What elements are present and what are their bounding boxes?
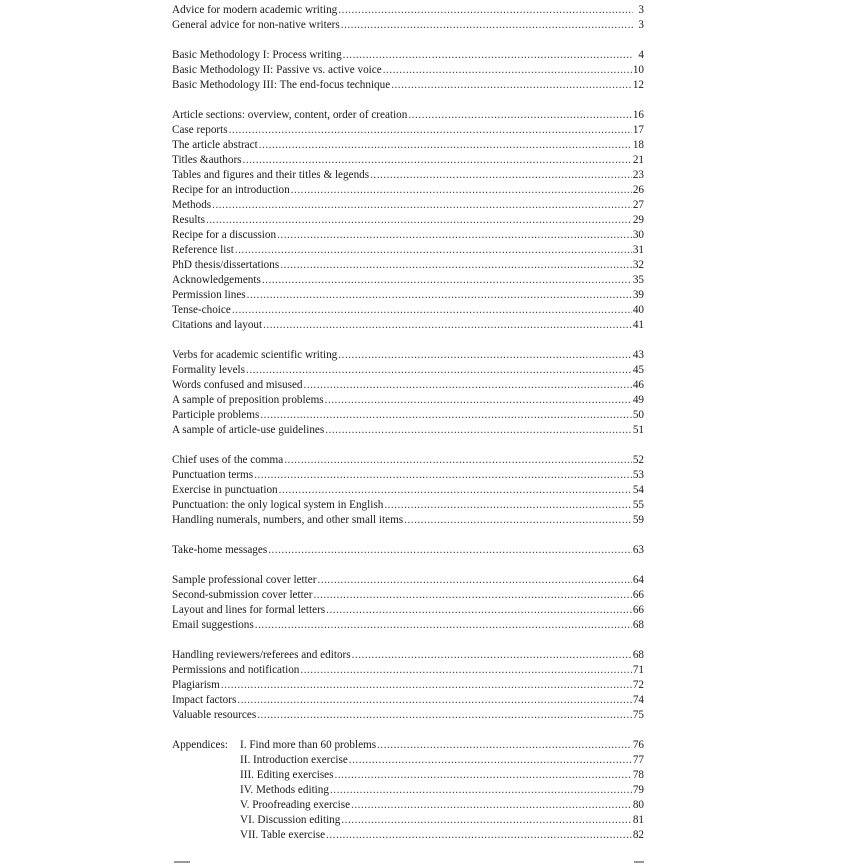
toc-entry-page: 39 [632,289,644,301]
toc-entry-page: 23 [632,169,644,181]
toc-entry-title: Recipe for a discussion [172,229,277,241]
dot-leader [255,618,632,633]
toc-entry-page: 4 [638,49,644,61]
dot-leader [246,363,632,378]
toc-entry-page: 21 [632,154,644,166]
toc-entry-title: Basic Methodology II: Passive vs. active voice [172,64,382,76]
toc-entry[interactable] [172,168,644,183]
toc-entry-page: 3 [638,19,644,31]
toc-entry-page: 32 [632,259,644,271]
toc-entry-title: Exercise in punctuation [172,484,278,496]
toc-section-group [172,453,644,528]
dot-leader [341,813,631,828]
toc-entry-page: 51 [632,424,644,436]
toc-entry-page: 3 [638,4,644,16]
toc-entry-page: 27 [632,199,644,211]
toc-entry[interactable] [172,138,644,153]
dot-leader [206,213,632,228]
dot-leader [335,768,632,783]
toc-entry-title: A sample of article-use guidelines [172,424,325,436]
toc-entry-title: Basic Methodology III: The end-focus technique [172,79,391,91]
dot-leader [330,783,632,798]
toc-entry-title: Citations and layout [172,319,263,331]
toc-entry-title: The article abstract [172,139,258,151]
toc-entry[interactable] [172,228,644,243]
dot-leader [349,753,632,768]
toc-entry[interactable] [172,798,644,813]
toc-entry-page: 46 [632,379,644,391]
toc-entry-title: Take-home messages [172,544,268,556]
toc-entry-title: Advice for modern academic writing [172,4,338,16]
toc-entry[interactable] [172,408,644,423]
toc-entry-page: 78 [632,769,644,781]
toc-entry-title: Sample professional cover letter [172,574,317,586]
toc-entry-page: 52 [632,454,644,466]
dot-leader [237,693,632,708]
toc-entry-page: 43 [632,349,644,361]
toc-entry-title: IV. Methods editing [240,784,329,796]
toc-entry-page: 63 [632,544,644,556]
toc-entry[interactable] [172,243,644,258]
dot-leader [260,408,632,423]
toc-entry[interactable] [172,393,644,408]
toc-entry[interactable] [172,543,644,558]
dot-leader [352,648,632,663]
toc-entry-title: Punctuation terms [172,469,254,481]
toc-entry-title: A sample of preposition problems [172,394,324,406]
toc-entry-page: 75 [632,709,644,721]
toc-entry-title: Second-submission cover letter [172,589,313,601]
toc-entry-page: 54 [632,484,644,496]
dot-leader [254,468,632,483]
dot-leader [212,198,632,213]
toc-entry-page: 80 [632,799,644,811]
toc-entry[interactable] [172,783,644,798]
toc-entry[interactable] [172,258,644,273]
toc-entry[interactable] [172,63,644,78]
toc-entry-title: III. Editing exercises [240,769,334,781]
toc-entry-page: 35 [632,274,644,286]
toc-entry[interactable] [172,213,644,228]
toc-entry[interactable] [172,123,644,138]
dot-leader [313,588,631,603]
toc-entry[interactable] [172,453,644,468]
toc-entry-title: I. Find more than 60 problems [240,739,377,751]
toc-section-group [172,573,644,633]
dot-leader [351,798,632,813]
toc-entry-title: Layout and lines for formal letters [172,604,326,616]
toc-entry-title: Words confused and misused [172,379,303,391]
toc-entry-page: 41 [632,319,644,331]
toc-entry[interactable] [172,573,644,588]
dot-leader [300,663,631,678]
toc-entry-title: Participle problems [172,409,260,421]
dot-leader [404,513,632,528]
toc-entry-page: 30 [632,229,644,241]
toc-entry-page: 49 [632,394,644,406]
toc-entry-title: V. Proofreading exercise [240,799,351,811]
toc-entry-title: Handling reviewers/referees and editors [172,649,351,661]
toc-entry-page: 68 [632,619,644,631]
toc-entry-page: 26 [632,184,644,196]
toc-section-group [172,543,644,558]
toc-entry[interactable] [172,198,644,213]
dot-leader [243,153,632,168]
toc-entry-page: 55 [632,499,644,511]
toc-section-group [172,648,644,723]
cut-off-text-right [634,861,644,863]
toc-entry-title: Valuable resources [172,709,257,721]
toc-entry[interactable] [172,183,644,198]
dot-leader [291,183,632,198]
toc-entry[interactable] [172,828,644,843]
toc-entry-page: 71 [632,664,644,676]
toc-entry-page: 29 [632,214,644,226]
toc-entry-title: Email suggestions [172,619,254,631]
toc-entry-title: Plagiarism [172,679,220,691]
dot-leader [280,258,632,273]
dot-leader [326,603,632,618]
toc-entry-title: Impact factors [172,694,237,706]
toc-entry-page: 31 [632,244,644,256]
toc-entry[interactable] [172,768,644,783]
toc-entry[interactable] [172,738,644,753]
dot-leader [259,138,632,153]
toc-entry-page: 77 [632,754,644,766]
toc-entry-title: Acknowledgements [172,274,261,286]
toc-entry-page: 40 [632,304,644,316]
toc-entry[interactable] [172,648,644,663]
dot-leader [325,423,632,438]
toc-entry[interactable] [172,678,644,693]
dot-leader [343,48,633,63]
toc-entry[interactable] [172,288,644,303]
toc-entry[interactable] [172,318,644,333]
dot-leader [408,108,631,123]
toc-entry-page: 82 [632,829,644,841]
toc-entry-title: Reference list [172,244,234,256]
toc-entry-title: Handling numerals, numbers, and other small items [172,514,404,526]
dot-leader [284,453,632,468]
dot-leader [263,318,632,333]
toc-entry-page: 72 [632,679,644,691]
toc-entry-page: 59 [632,514,644,526]
toc-entry[interactable] [172,468,644,483]
toc-entry-title: Verbs for academic scientific writing [172,349,338,361]
toc-entry-title: Permissions and notification [172,664,300,676]
dot-leader [326,828,632,843]
toc-entry-page: 64 [632,574,644,586]
dot-leader [247,288,632,303]
toc-section-group [172,48,644,93]
toc-section-group [172,108,644,333]
toc-entry[interactable] [172,708,644,723]
toc-entry[interactable] [172,498,644,513]
dot-leader [279,483,632,498]
dot-leader [338,3,633,18]
toc-entry[interactable] [172,693,644,708]
toc-entry-title: Titles &authors [172,154,242,166]
toc-entry-title: Case reports [172,124,228,136]
toc-entry[interactable] [172,603,644,618]
dot-leader [221,678,632,693]
toc-entry-page: 76 [632,739,644,751]
toc-entry[interactable] [172,153,644,168]
toc-entry-title: Recipe for an introduction [172,184,290,196]
toc-entry-page: 12 [632,79,644,91]
dot-leader [277,228,632,243]
toc-entry[interactable] [172,3,644,18]
dot-leader [338,348,632,363]
toc-entry[interactable] [172,273,644,288]
dot-leader [341,18,633,33]
toc-entry-title: Results [172,214,205,226]
toc-entry-title: Methods [172,199,212,211]
toc-entry-page: 17 [632,124,644,136]
dot-leader [268,543,632,558]
toc-entry-page: 68 [632,649,644,661]
dot-leader [325,393,632,408]
toc-entry[interactable] [172,48,644,63]
toc-entry-page: 50 [632,409,644,421]
dot-leader [262,273,632,288]
toc-entry-page: 81 [632,814,644,826]
toc-entry-title: PhD thesis/dissertations [172,259,280,271]
toc-entry-title: Formality levels [172,364,246,376]
toc-entry[interactable] [172,513,644,528]
cut-off-text-left [174,861,190,863]
dot-leader [317,573,631,588]
toc-entry-page: 45 [632,364,644,376]
toc-entry-title: Chief uses of the comma [172,454,284,466]
dot-leader [257,708,632,723]
toc-entry[interactable] [172,78,644,93]
toc-entry[interactable] [172,753,644,768]
toc-section-group [172,3,644,33]
appendices-group [172,738,644,843]
toc-entry-page: 10 [632,64,644,76]
toc-entry[interactable] [172,18,644,33]
toc-entry-title: Tense-choice [172,304,231,316]
toc-entry[interactable] [172,588,644,603]
toc-entry[interactable] [172,618,644,633]
toc-entry-title: Punctuation: the only logical system in English [172,499,384,511]
toc-entry-page: 79 [632,784,644,796]
toc-entry-page: 66 [632,589,644,601]
table-of-contents [172,3,644,858]
toc-entry-page: 66 [632,604,644,616]
dot-leader [370,168,632,183]
toc-entry-title: Permission lines [172,289,246,301]
dot-leader [383,63,632,78]
toc-entry-title: Article sections: overview, content, order of creation [172,109,408,121]
dot-leader [377,738,632,753]
toc-entry-page: 18 [632,139,644,151]
dot-leader [391,78,632,93]
toc-entry[interactable] [172,663,644,678]
cut-off-next-line [172,858,644,864]
toc-entry[interactable] [172,108,644,123]
toc-section-group [172,348,644,438]
toc-entry-title: Tables and figures and their titles & legends [172,169,370,181]
toc-entry-title: II. Introduction exercise [240,754,348,766]
dot-leader [229,123,632,138]
toc-entry-title: VII. Table exercise [240,829,326,841]
toc-entry-title: General advice for non-native writers [172,19,340,31]
toc-entry-page: 16 [632,109,644,121]
toc-entry[interactable] [172,423,644,438]
toc-entry[interactable] [172,303,644,318]
dot-leader [232,303,632,318]
dot-leader [304,378,632,393]
toc-entry-page: 74 [632,694,644,706]
toc-entry-title: Basic Methodology I: Process writing [172,49,342,61]
dot-leader [384,498,632,513]
toc-entry-title: VI. Discussion editing [240,814,341,826]
toc-entry[interactable] [172,348,644,363]
dot-leader [235,243,632,258]
appendices-label: Appendices: [172,739,228,751]
toc-entry-page: 53 [632,469,644,481]
toc-entry[interactable] [172,813,644,828]
toc-entry[interactable] [172,378,644,393]
toc-entry[interactable] [172,483,644,498]
toc-entry[interactable] [172,363,644,378]
